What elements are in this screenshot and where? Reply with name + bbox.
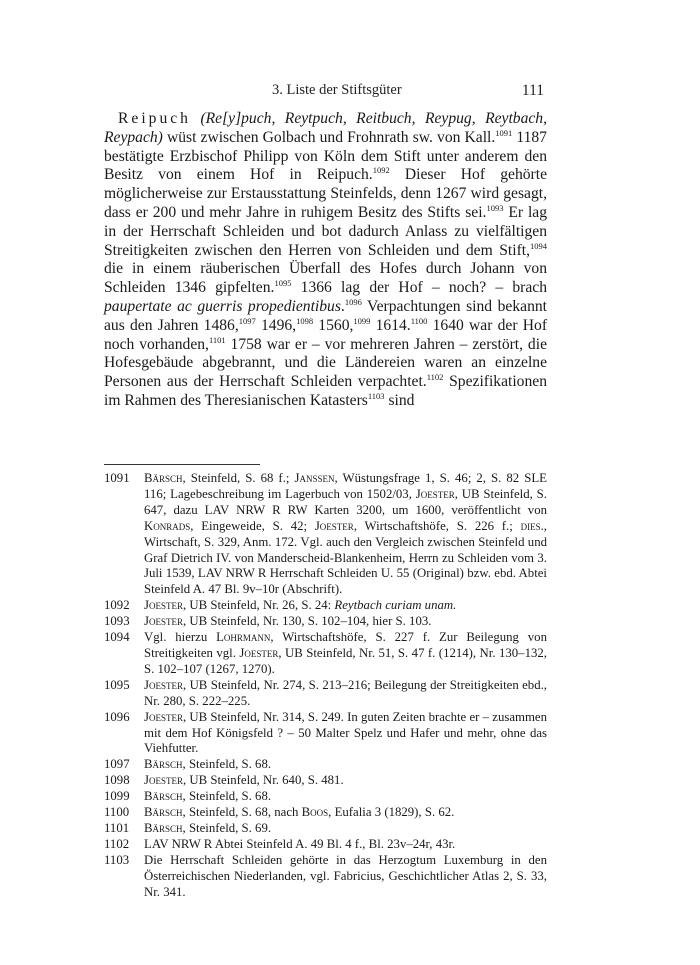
author-name: Joester xyxy=(144,709,183,724)
footnote-text xyxy=(144,757,547,773)
footnote-ref[interactable]: 1094 xyxy=(530,240,547,251)
footnotes xyxy=(104,471,547,900)
footnote-ref[interactable]: 1099 xyxy=(353,315,371,326)
author-name: Joester xyxy=(144,614,183,629)
footnote xyxy=(104,853,547,901)
text-segment: LAV NRW R Abtei Steinfeld A. 49 Bl. 4 f., Bl. 23v–24r, 43r. xyxy=(144,836,456,851)
footnote xyxy=(104,757,547,773)
entry-name: Reipuch xyxy=(118,110,191,127)
text-segment: , Steinfeld, S. 68, nach xyxy=(182,805,302,820)
footnote-number: 1092 xyxy=(104,598,130,613)
footnote xyxy=(104,678,547,710)
footnote-ref[interactable]: 1097 xyxy=(238,315,256,326)
text-segment: , Eingeweide, S. 42; xyxy=(190,518,315,533)
footnote-text xyxy=(144,710,547,758)
footnote-text xyxy=(144,614,547,630)
text-segment: Vgl. hierzu xyxy=(144,630,217,645)
footnote-text xyxy=(144,853,547,901)
text-segment: . xyxy=(340,297,345,315)
author-name: Boos xyxy=(301,805,329,820)
footnote xyxy=(104,821,547,837)
text-segment: , Wirtschaftshöfe, S. 227 f. Zur Beilegung von Streitigkeiten vgl. xyxy=(144,630,547,660)
text-segment: sind xyxy=(384,391,415,409)
text-segment: , UB Steinfeld, Nr. 130, S. 102–104, hier S. 103. xyxy=(182,614,432,629)
latin-quote: Reytbach curiam unam. xyxy=(334,598,457,613)
footnote-number: 1091 xyxy=(104,471,130,485)
author-name: Joester xyxy=(144,598,183,613)
text-segment: 1640 war der Hof noch vorhanden, xyxy=(104,316,548,353)
latin-quote: paupertate ac guerris propedientibus xyxy=(104,297,341,315)
footnote-text xyxy=(144,598,547,614)
footnote-text xyxy=(144,805,547,821)
text-segment: , Wirtschaftshöfe, S. 226 f.; xyxy=(353,518,521,533)
footnote-ref[interactable]: 1101 xyxy=(208,334,226,345)
author-name: Bärsch xyxy=(144,757,183,772)
footnote-number: 1095 xyxy=(104,677,130,692)
author-name: Janssen xyxy=(294,471,335,485)
text-segment: 1496, xyxy=(255,316,297,334)
name-variants: (Re[y]puch, Reytpuch, Reitbuch, Reypug, Reytbach, Reypach) xyxy=(104,110,547,146)
footnote-number: 1100 xyxy=(104,805,130,820)
text-segment: , Steinfeld, S. 68. xyxy=(182,757,272,772)
footnote xyxy=(104,614,547,630)
footnote-ref[interactable]: 1093 xyxy=(486,202,504,213)
footnote-text xyxy=(144,630,547,678)
footnote-number: 1097 xyxy=(104,757,130,772)
author-name: Bärsch xyxy=(144,789,183,804)
author-name: Joester xyxy=(239,645,279,660)
author-name: dies. xyxy=(520,518,544,533)
text-segment: wüst zwischen Golbach und Frohnrath sw. von Kall. xyxy=(162,128,496,146)
running-head: 3. Liste der Stiftsgüter xyxy=(272,82,402,98)
footnote-text xyxy=(144,789,547,805)
footnote-number: 1094 xyxy=(104,630,130,645)
author-name: Bärsch xyxy=(144,820,183,835)
text-segment: , Steinfeld, S. 68. xyxy=(182,789,272,804)
author-name: Konrads xyxy=(144,518,191,533)
footnote-number: 1103 xyxy=(104,852,130,867)
footnote-text xyxy=(144,837,547,853)
page-number: 111 xyxy=(521,82,544,99)
text-segment: , Wirtschaft, S. 329, Anm. 172. Vgl. auch den Vergleich zwischen Steinfeld und Graf Dietrich IV. von Manderscheid-Blankenheim, Herrn zu Schleiden vom 3. Juli 1539, LAV NRW R Herrschaft Schleiden U. 55 (Original) bzw. ebd. Abtei Steinfeld A. 47 Bl. 9v–10r (Abschrift). xyxy=(144,518,547,597)
footnote xyxy=(104,837,547,853)
main-text xyxy=(104,110,547,411)
footnote-divider xyxy=(104,464,260,465)
footnote-ref[interactable]: 1103 xyxy=(367,390,385,401)
text-segment: 1614. xyxy=(370,316,411,334)
text-segment: 1758 war er – vor mehreren Jahren – zerstört, die Hofesgebäude abgebrannt, und die Ländereien waren an einzelne Personen aus der Herrschaft Schleiden verpachtet. xyxy=(104,335,547,391)
text-segment: Spezifikationen im Rahmen des Theresianischen Katasters xyxy=(104,373,547,409)
footnote-number: 1098 xyxy=(104,773,130,788)
footnote-number: 1096 xyxy=(104,709,130,724)
author-name: Joester xyxy=(314,518,354,533)
footnote-text xyxy=(144,471,547,598)
text-segment: 1366 lag der Hof – noch? – brach xyxy=(291,279,547,297)
footnote-number: 1102 xyxy=(104,836,130,851)
text-segment: , Wüstungsfrage 1, S. 46; 2, S. 82 SLE 116; Lagebeschreibung im Lagerbuch von 1502/03, xyxy=(144,471,547,501)
author-name: Joester xyxy=(144,677,183,692)
text-segment: , UB Steinfeld, Nr. 51, S. 47 f. (1214), Nr. 130–132, S. 102–107 (1267, 1270). xyxy=(144,645,547,676)
text-segment: 1187 bestätigte Erzbischof Philipp von Köln dem Stift unter anderem den Besitz von einem Hof in Reipuch. xyxy=(104,128,547,184)
author-name: Bärsch xyxy=(144,805,183,820)
text-segment: , Steinfeld, S. 68 f.; xyxy=(182,471,295,485)
footnote-ref[interactable]: 1098 xyxy=(296,315,314,326)
footnote-number: 1101 xyxy=(104,820,130,835)
text-segment: , UB Steinfeld, Nr. 26, S. 24: xyxy=(182,598,335,613)
footnote xyxy=(104,630,547,678)
text-segment: die in einem räuberischen Überfall des Hofes durch Johann von Schleiden 1346 gipfelten. xyxy=(104,260,547,297)
footnote xyxy=(104,710,547,758)
text-segment: , Steinfeld, S. 69. xyxy=(182,820,272,835)
text-segment: Dieser Hof gehörte möglicherweise zur Erstausstattung Steinfelds, denn 1267 wird gesagt, dass er 200 und mehr Jahre in ruhigem Besitz des Stifts sei. xyxy=(104,166,547,221)
text-segment: Die Herrschaft Schleiden gehörte in das Herzogtum Luxemburg in den Österreichischen Niederlanden, vgl. Fabricius, Geschichtlicher Atlas 2, S. 33, Nr. 341. xyxy=(144,852,547,899)
footnote-number: 1099 xyxy=(104,789,130,804)
text-segment: , UB Steinfeld, S. 647, dazu LAV NRW R RW Karten 3200, um 1600, veröffentlicht von xyxy=(144,486,547,517)
footnote xyxy=(104,773,547,789)
author-name: Bärsch xyxy=(144,471,183,485)
footnote-text xyxy=(144,773,547,789)
text-segment: , UB Steinfeld, Nr. 274, S. 213–216; Beilegung der Streitigkeiten ebd., Nr. 280, S. 222–225. xyxy=(144,677,547,708)
footnote-ref[interactable]: 1091 xyxy=(495,127,513,138)
footnote-ref[interactable]: 1100 xyxy=(410,315,428,326)
footnote-text xyxy=(144,678,547,710)
text-segment: 1560, xyxy=(313,316,354,334)
entry-paragraph xyxy=(104,110,547,411)
footnote-ref[interactable]: 1102 xyxy=(426,371,444,382)
footnote xyxy=(104,471,547,598)
text-segment: , UB Steinfeld, Nr. 640, S. 481. xyxy=(182,773,344,788)
footnote xyxy=(104,805,547,821)
footnote-ref[interactable]: 1096 xyxy=(344,296,362,307)
footnote-text xyxy=(144,821,547,837)
footnote-ref[interactable]: 1095 xyxy=(274,277,292,288)
footnote xyxy=(104,789,547,805)
text-segment: , Eufalia 3 (1829), S. 62. xyxy=(328,805,455,820)
footnote xyxy=(104,598,547,614)
author-name: Joester xyxy=(415,486,455,501)
text-segment: Verpachtungen sind bekannt aus den Jahren 1486, xyxy=(104,297,547,334)
footnote-ref[interactable]: 1092 xyxy=(372,165,390,176)
author-name: Joester xyxy=(144,773,183,788)
text-segment: Er lag in der Herrschaft Schleiden und bot dadurch Anlass zu vielfältigen Streitigkeiten zwischen den Herren von Schleiden und dem Stift, xyxy=(104,203,547,259)
author-name: Lohrmann xyxy=(216,630,271,645)
text-segment: , UB Steinfeld, Nr. 314, S. 249. In guten Zeiten brachte er – zusammen mit dem Hof Königsfeld ? – 50 Malter Spelz und Hafer und mehr, ohne das Viehfutter. xyxy=(144,709,547,756)
footnote-number: 1093 xyxy=(104,614,130,629)
